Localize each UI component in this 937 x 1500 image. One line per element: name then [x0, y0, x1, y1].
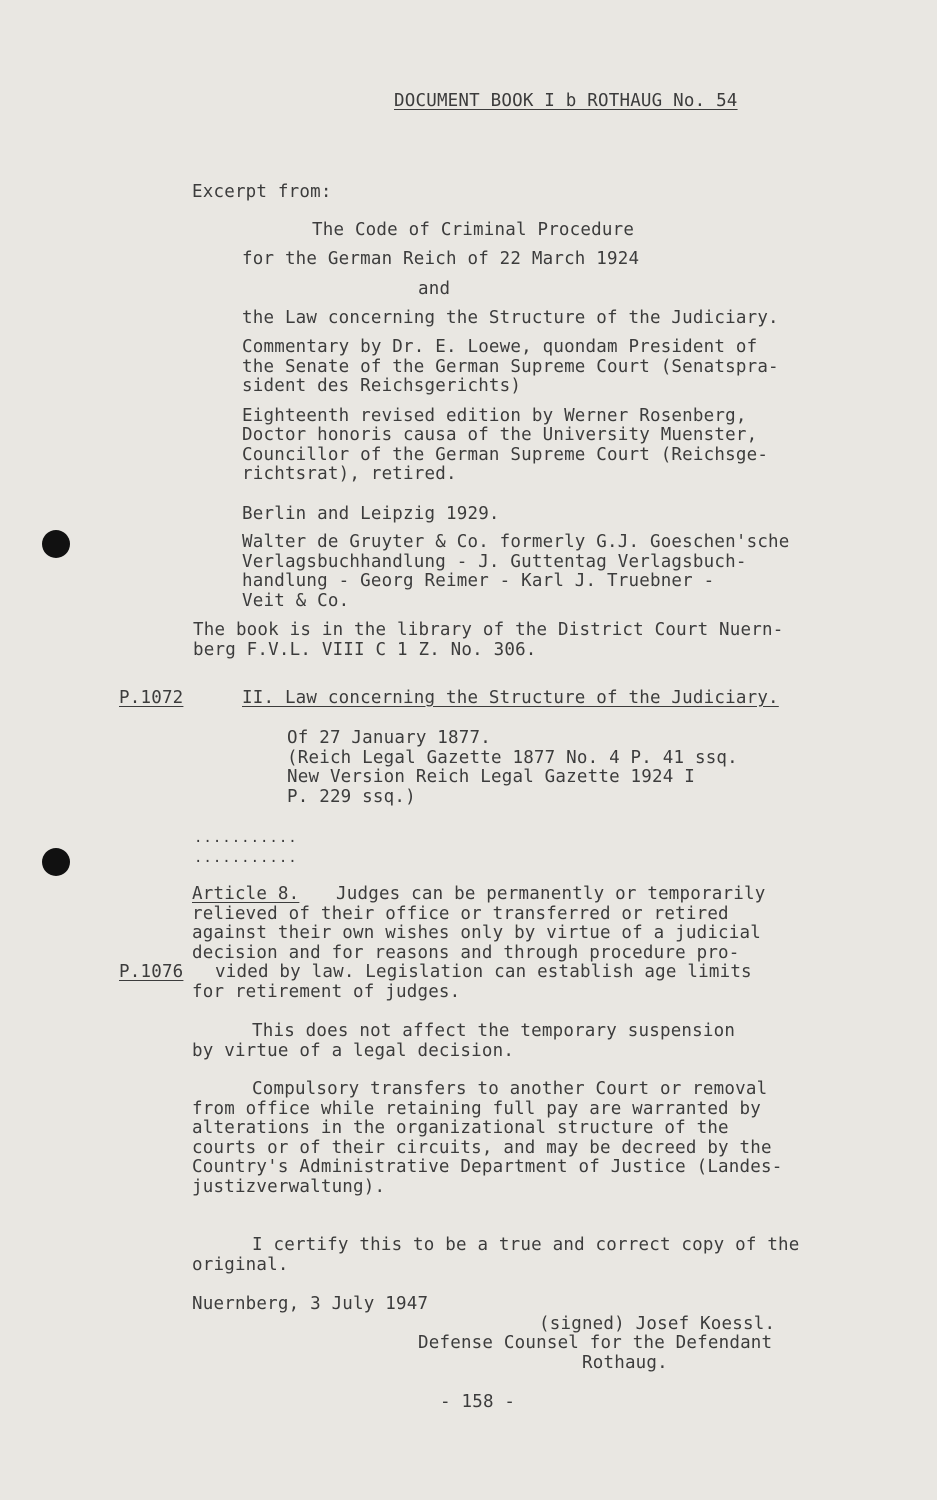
punch-hole-top [42, 530, 70, 558]
edition-line-3: Councillor of the German Supreme Court (Reichsge- [242, 445, 769, 465]
para3-line-1: Compulsory transfers to another Court or removal [252, 1079, 768, 1099]
para3-line-6: justizverwaltung). [192, 1177, 386, 1197]
document-reference: DOCUMENT BOOK I b ROTHAUG No. 54 [394, 91, 738, 111]
signature-line: (signed) Josef Koessl. [539, 1314, 776, 1334]
edition-line-4: richtsrat), retired. [242, 464, 457, 484]
defendant-name: Rothaug. [582, 1353, 668, 1373]
commentary-line-1: Commentary by Dr. E. Loewe, quondam President of [242, 337, 758, 357]
para3-line-4: courts or of their circuits, and may be decreed by the [192, 1138, 772, 1158]
page-number: - 158 - [440, 1392, 516, 1412]
article-line-3: against their own wishes only by virtue of a judicial [192, 923, 762, 943]
omission-dots-1: ........... [194, 830, 298, 846]
para3-line-2: from office while retaining full pay are warranted by [192, 1099, 762, 1119]
article-label: Article 8. [192, 884, 300, 904]
article-page-ref: P.1076 [119, 962, 184, 982]
edition-line-2: Doctor honoris causa of the University Muenster, [242, 425, 758, 445]
excerpt-label: Excerpt from: [192, 182, 332, 202]
certification-line-2: original. [192, 1255, 289, 1275]
edition-line-1: Eighteenth revised edition by Werner Rosenberg, [242, 406, 747, 426]
section-heading: II. Law concerning the Structure of the Judiciary. [242, 688, 779, 708]
law-date-line-2: (Reich Legal Gazette 1877 No. 4 P. 41 ssq. [287, 748, 738, 768]
place-year: Berlin and Leipzig 1929. [242, 504, 500, 524]
source-title-line-1: The Code of Criminal Procedure [312, 220, 635, 240]
article-line-6: for retirement of judges. [192, 982, 461, 1002]
article-line-2: relieved of their office or transferred or retired [192, 904, 729, 924]
section-page-ref: P.1072 [119, 688, 184, 708]
commentary-line-2: the Senate of the German Supreme Court (Senatspra- [242, 357, 779, 377]
article-line-1: Judges can be permanently or temporarily [336, 884, 766, 904]
signatory-role: Defense Counsel for the Defendant [418, 1333, 773, 1353]
para3-line-3: alterations in the organizational structure of the [192, 1118, 729, 1138]
library-line-2: berg F.V.L. VIII C 1 Z. No. 306. [193, 640, 537, 660]
article-line-4: decision and for reasons and through procedure pro- [192, 943, 740, 963]
punch-hole-bottom [42, 848, 70, 876]
para2-line-2: by virtue of a legal decision. [192, 1041, 515, 1061]
place-date: Nuernberg, 3 July 1947 [192, 1294, 429, 1314]
law-date-line-4: P. 229 ssq.) [287, 787, 416, 807]
publisher-line-2: Verlagsbuchhandlung - J. Guttentag Verlagsbuch- [242, 552, 747, 572]
source-title-line-2: for the German Reich of 22 March 1924 [242, 249, 640, 269]
certification-line-1: I certify this to be a true and correct copy of the [252, 1235, 800, 1255]
para3-line-5: Country's Administrative Department of Justice (Landes- [192, 1157, 783, 1177]
library-line-1: The book is in the library of the District Court Nuern- [193, 620, 784, 640]
commentary-line-3: sident des Reichsgerichts) [242, 376, 522, 396]
publisher-line-4: Veit & Co. [242, 591, 350, 611]
source-title-line-4: the Law concerning the Structure of the Judiciary. [242, 308, 779, 328]
source-title-line-3: and [418, 279, 451, 299]
publisher-line-1: Walter de Gruyter & Co. formerly G.J. Goeschen'sche [242, 532, 790, 552]
publisher-line-3: handlung - Georg Reimer - Karl J. Truebner - [242, 571, 715, 591]
omission-dots-2: ........... [194, 850, 298, 866]
law-date-line-3: New Version Reich Legal Gazette 1924 I [287, 767, 695, 787]
article-line-5: vided by law. Legislation can establish age limits [215, 962, 752, 982]
law-date-line-1: Of 27 January 1877. [287, 728, 491, 748]
para2-line-1: This does not affect the temporary suspension [252, 1021, 736, 1041]
